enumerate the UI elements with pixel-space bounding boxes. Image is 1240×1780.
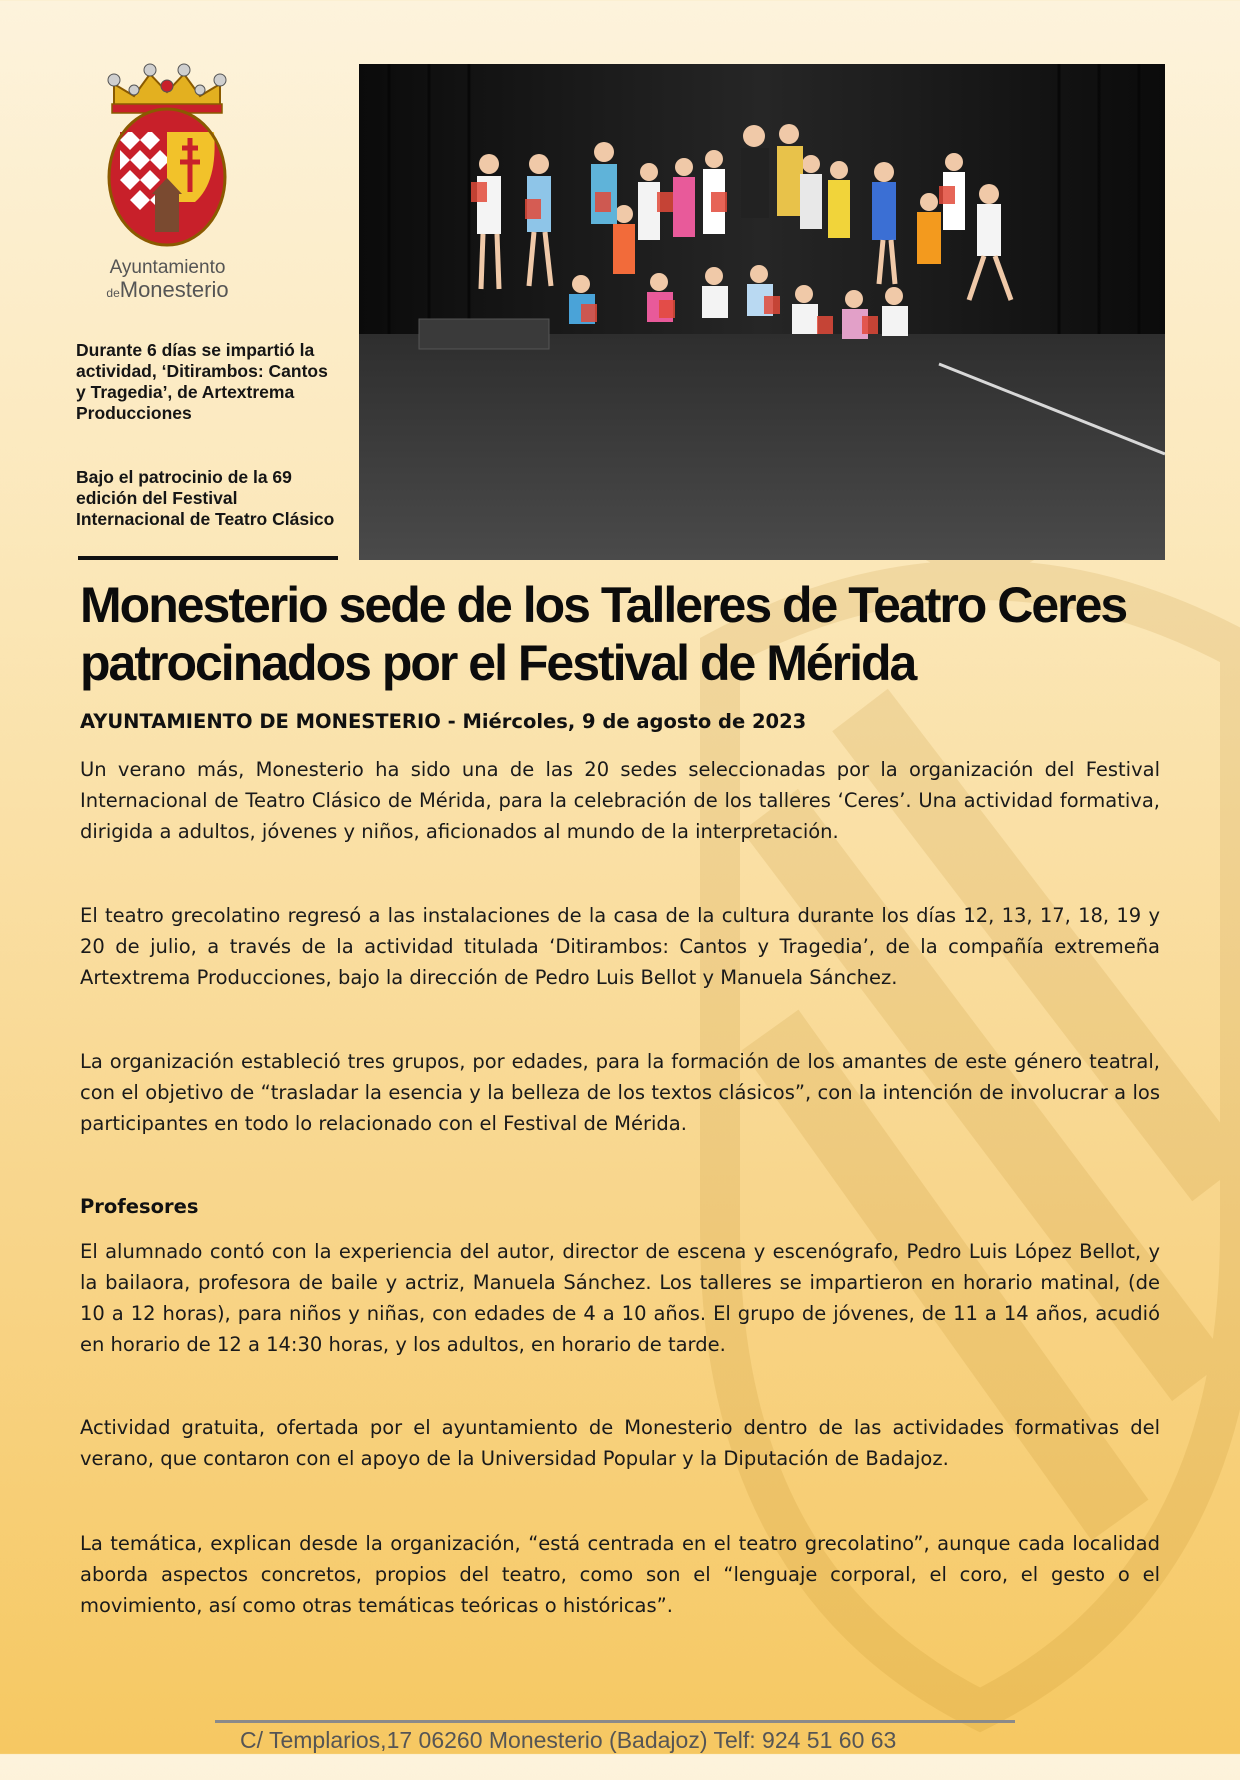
shield-icon: [109, 109, 225, 252]
article-byline: AYUNTAMIENTO DE MONESTERIO - Miércoles, 9 de agosto de 2023: [80, 710, 807, 733]
logo-line-1: Ayuntamiento: [109, 257, 226, 278]
article-paragraph: La organización estableció tres grupos, por edades, para la formación de los amantes de este género teatral, con el objetivo de “trasladar la esencia y la belleza de los textos clásicos”, con la intención de involucrar a los participantes en todo lo relacionado con el Festival de Mérida.: [80, 1050, 1160, 1135]
section-subheading: Profesores: [80, 1195, 199, 1218]
crown-icon: [108, 64, 226, 113]
logo-line-2-prefix: de: [106, 285, 120, 300]
article-headline: Monesterio sede de los Talleres de Teatro Ceres patrocinados por el Festival de Mérida: [80, 577, 1127, 691]
footer-address: C/ Templarios,17 06260 Monesterio (Badajoz) Telf: 924 51 60 63: [240, 1727, 897, 1753]
stage-group-photo: [359, 64, 1165, 560]
sidebar-note-1: Durante 6 días se impartió la actividad, ‘Ditirambos: Cantos y Tragedia’, de Artextrema Producciones: [76, 340, 328, 423]
logo-wordmark: [95, 258, 240, 301]
sidebar-note-2: Bajo el patrocinio de la 69 edición del Festival Internacional de Teatro Clásico: [76, 467, 335, 529]
article-paragraph: Un verano más, Monesterio ha sido una de las 20 sedes seleccionadas por la organización del Festival Internacional de Teatro Clásico de Mérida, para la celebración de los talleres ‘Ceres’. Una actividad formativa, dirigida a adultos, jóvenes y niños, aficionados al mundo de la interpretación.: [80, 758, 1160, 843]
coat-of-arms-icon: [100, 62, 235, 252]
logo-line-2-main: Monesterio: [119, 276, 229, 302]
logo-line-2: [95, 278, 240, 301]
article-paragraph: El alumnado contó con la experiencia del autor, director de escena y escenógrafo, Pedro Luis López Bellot, y la bailaora, profesora de baile y actriz, Manuela Sánchez. Los talleres se impartieron en horario matinal, (de 10 a 12 horas), para niños y niñas, con edades de 4 a 10 años. El grupo de jóvenes, de 11 a 14 años, acudió en horario de 12 a 14:30 horas, y los adultos, en horario de tarde.: [80, 1240, 1160, 1356]
municipal-logo: [95, 62, 240, 301]
article-paragraph: La temática, explican desde la organización, “está centrada en el teatro grecolatino”, aunque cada localidad aborda aspectos concretos, propios del teatro, como son el “lenguaje corporal, el coro, el gesto o el movimiento, así como otras temáticas teóricas o históricas”.: [80, 1532, 1160, 1617]
article-paragraph: Actividad gratuita, ofertada por el ayuntamiento de Monesterio dentro de las actividades formativas del verano, que contaron con el apoyo de la Universidad Popular y la Diputación de Badajoz.: [80, 1416, 1160, 1470]
footer-divider: [215, 1720, 1015, 1723]
article-paragraph: El teatro grecolatino regresó a las instalaciones de la casa de la cultura durante los días 12, 13, 17, 18, 19 y 20 de julio, a través de la actividad titulada ‘Ditirambos: Cantos y Tragedia’, de la compañía extremeña Artextrema Producciones, bajo la dirección de Pedro Luis Bellot y Manuela Sánchez.: [80, 904, 1160, 989]
sidebar-divider: [78, 556, 338, 560]
